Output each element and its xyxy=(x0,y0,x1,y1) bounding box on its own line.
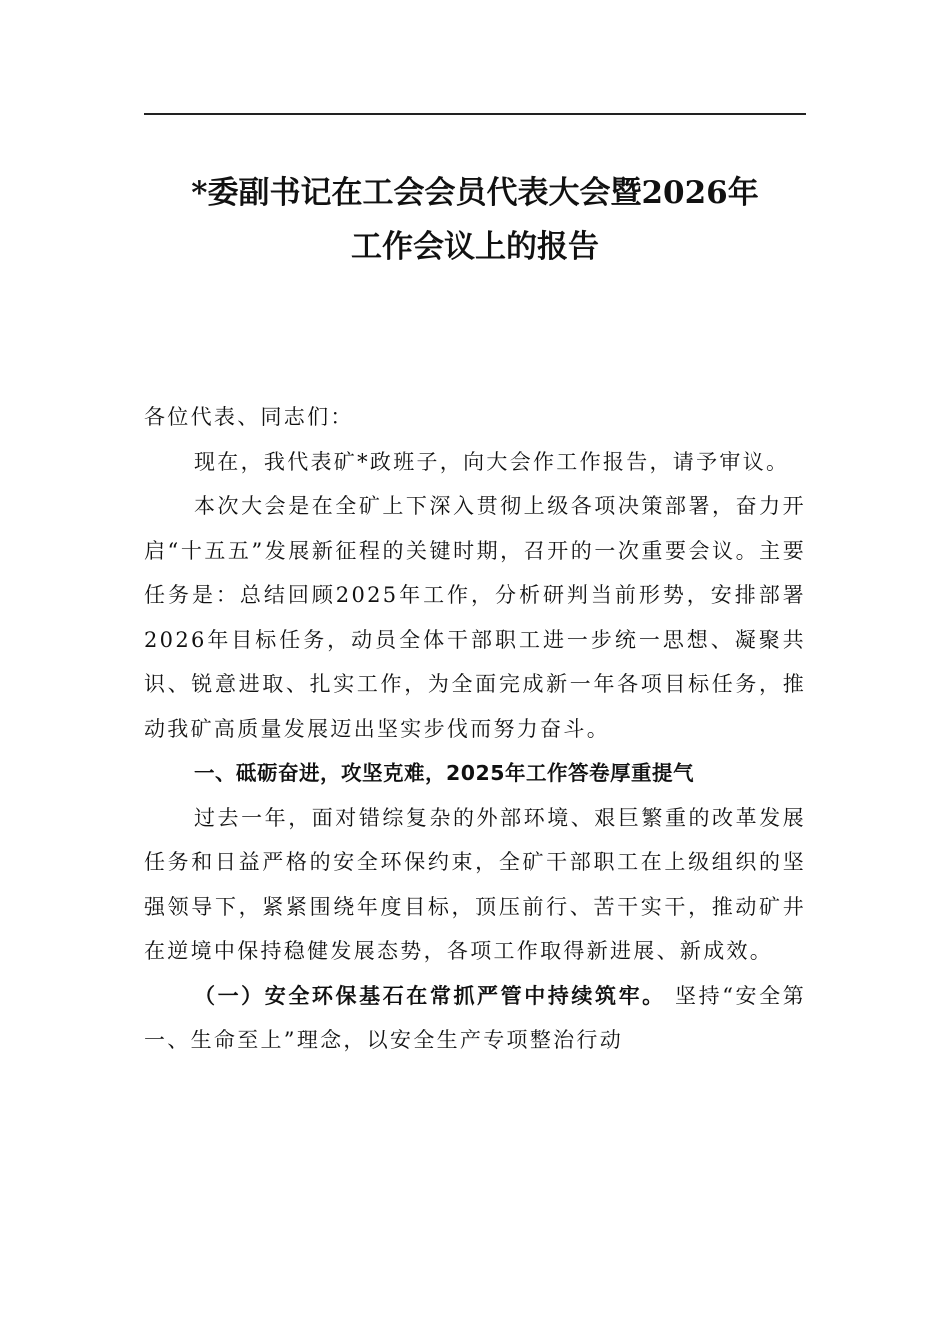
paragraph-2: 本次大会是在全矿上下深入贯彻上级各项决策部署，奋力开启“十五五”发展新征程的关键时期，召开的一次重要会议。主要任务是：总结回顾2025年工作，分析研判当前形势，安排部署2026年目标任务，动员全体干部职工进一步统一思想、凝聚共识、锐意进取、扎实工作，为全面完成新一年各项目标任务，推动我矿高质量发展迈出坚实步伐而努力奋斗。 xyxy=(144,494,806,741)
salutation: 各位代表、同志们： xyxy=(144,405,354,429)
subsection-1 xyxy=(144,974,806,1063)
document-body xyxy=(144,395,806,1063)
paragraph-3: 过去一年，面对错综复杂的外部环境、艰巨繁重的改革发展任务和日益严格的安全环保约束，全矿干部职工在上级组织的坚强领导下，紧紧围绕年度目标，顶压前行、苦干实干，推动矿井在逆境中保持稳健发展态势，各项工作取得新进展、新成效。 xyxy=(144,805,806,963)
paragraph-1: 现在，我代表矿*政班子，向大会作工作报告，请予审议。 xyxy=(194,449,790,474)
subsection-1-text: 坚持“安全第一、生命至上”理念，以安全生产专项整治行动 xyxy=(144,983,806,1052)
header-rule xyxy=(144,113,806,115)
document-title xyxy=(120,166,830,274)
section-heading-1: 一、砥砺奋进，攻坚克难，2025年工作答卷厚重提气 xyxy=(194,761,695,785)
title-line-2: 工作会议上的报告 xyxy=(351,229,599,265)
subsection-1-heading: （一）安全环保基石在常抓严管中持续筑牢。 xyxy=(194,982,666,1008)
title-line-1: *委副书记在工会会员代表大会暨2026年 xyxy=(191,175,759,211)
